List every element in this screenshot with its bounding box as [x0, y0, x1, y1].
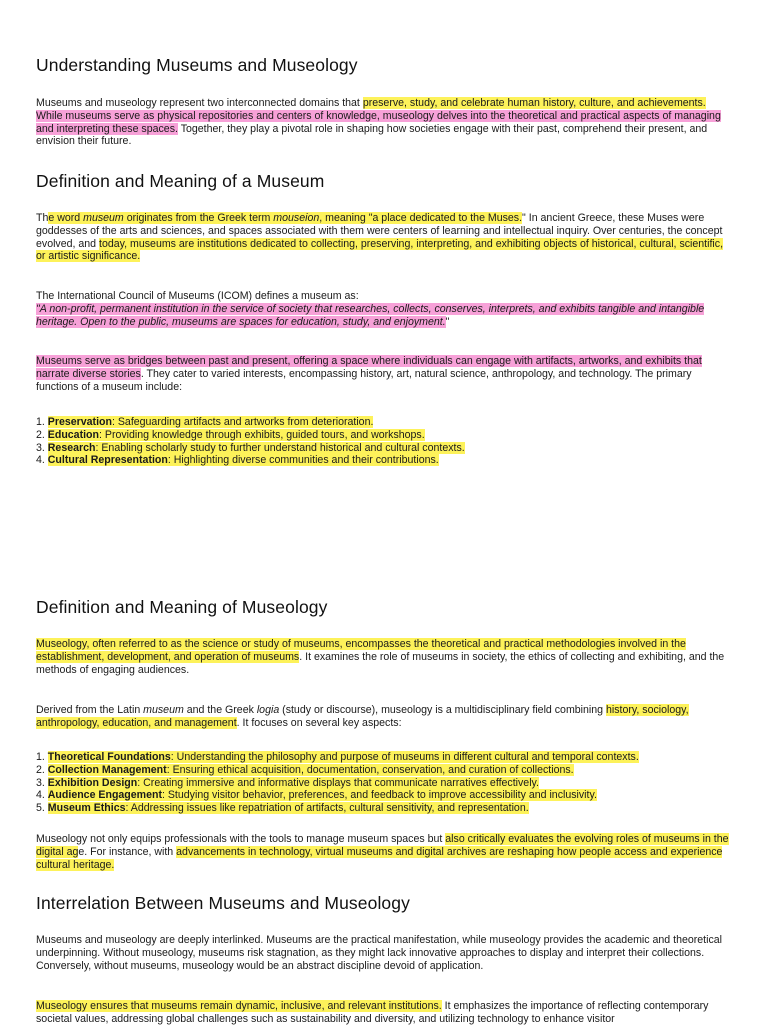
- text-run: Derived from the Latin: [36, 704, 144, 716]
- highlight-pink: Museums serve as bridges between past and present, offering a space where individuals can engage with artifacts, artworks, and exhibits that narrate diverse stories: [36, 355, 702, 380]
- list-term: Museum Ethics: [47, 802, 126, 815]
- text-run: . It examines the role of museums in society, the ethics of collecting and exhibiting, and the methods of engaging audiences.: [36, 650, 725, 676]
- section-heading-understanding: Understanding Museums and Museology: [36, 55, 358, 75]
- text-run: It emphasizes the importance of reflecting contemporary societal values, addressing global challenges such as sustainability and diversity, and utilizing technology to enhance visitor: [36, 1000, 709, 1025]
- list-term: Education: [47, 428, 99, 441]
- text-run: . They cater to varied interests, encompassing history, art, natural science, anthropology, and technology. The primary functions of a museum include:: [36, 367, 692, 393]
- list-item: [36, 802, 732, 815]
- text-run: . It focuses on several key aspects:: [236, 716, 402, 729]
- interrelation-paragraph: Museums and museology are deeply interlinked. Museums are the practical manifestation, while museology provides the academic and theoretical underpinning. Without museology, museums risk stagnation, as they might lack innovative approaches to display and interpret their collections. Conversely, without museums, museology would be an abstract discipline devoid of application.: [36, 934, 723, 972]
- list-desc: : Ensuring ethical acquisition, documentation, conservation, and curation of collections.: [166, 763, 574, 776]
- museology-etymology-paragraph: [36, 704, 732, 730]
- list-term: Collection Management: [47, 763, 167, 776]
- text-run: originates from the Greek term: [123, 212, 274, 224]
- museum-etymology-paragraph: [36, 212, 732, 263]
- list-number: 4.: [36, 454, 48, 467]
- list-desc: : Understanding the philosophy and purpose of museums in different cultural and temporal contexts.: [170, 751, 639, 763]
- list-number: 3.: [36, 441, 48, 454]
- highlight-yellow: [48, 751, 639, 763]
- text-run: e. For instance, with: [78, 845, 177, 858]
- list-item: [36, 416, 732, 429]
- list-desc: : Creating immersive and informative displays that communicate narratives effectively.: [137, 776, 539, 789]
- highlight-yellow: [48, 454, 439, 466]
- list-item: [36, 764, 732, 777]
- highlight-yellow: [48, 777, 539, 789]
- intro-paragraph: [36, 97, 732, 148]
- list-number: 3.: [36, 776, 48, 789]
- text-run: Museology not only equips professionals with the tools to manage museum spaces but: [36, 833, 446, 845]
- museology-aspects-list: [36, 751, 732, 815]
- text-run: " In ancient Greece, these Muses were goddesses of the arts and sciences, and spaces associated with them were centers of learning and intellectual inquiry. Over centuries, the concept evolved, and: [36, 212, 723, 250]
- list-number: 4.: [36, 789, 48, 802]
- highlight-yellow: [48, 416, 374, 428]
- section-heading-interrelation: Interrelation Between Museums and Museology: [36, 893, 410, 913]
- list-term: Exhibition Design: [47, 776, 138, 789]
- highlight-yellow: [48, 429, 425, 441]
- highlight-yellow: [48, 802, 529, 814]
- text-run: Together, they play a pivotal role in shaping how societies engage with their past, comprehend their present, and envision their future.: [36, 122, 708, 148]
- italic-term: museum: [143, 704, 184, 716]
- museology-definition-paragraph: [36, 638, 732, 676]
- highlight-pink: While museums serve as physical repositories and centers of knowledge, museology delves into the theoretical and practical aspects of managing and interpreting these spaces.: [36, 109, 721, 135]
- text-run: e word: [48, 212, 84, 224]
- text-run: (study or discourse), museology is a multidisciplinary field combining: [279, 704, 606, 716]
- highlight-yellow: [48, 442, 465, 454]
- list-term: Cultural Representation: [47, 454, 168, 467]
- list-term: Research: [47, 441, 96, 454]
- section-heading-museology-definition: Definition and Meaning of Museology: [36, 597, 328, 617]
- text-run: , meaning "a place dedicated to the Muses.: [319, 212, 523, 224]
- highlight-yellow: today, museums are institutions dedicated to collecting, preserving, interpreting, and exhibiting objects of historical, cultural, scientific, or artistic significance.: [36, 237, 724, 263]
- list-desc: : Highlighting diverse communities and their contributions.: [167, 454, 439, 467]
- icom-definition-paragraph: [36, 290, 732, 328]
- list-number: 5.: [36, 802, 48, 815]
- museology-digital-paragraph: [36, 833, 732, 871]
- dynamic-institutions-paragraph: [36, 1000, 732, 1026]
- highlight-yellow: [48, 764, 574, 776]
- list-term: Theoretical Foundations: [47, 751, 171, 763]
- list-desc: : Providing knowledge through exhibits, guided tours, and workshops.: [99, 428, 425, 441]
- list-item: [36, 429, 732, 442]
- italic-term: mouseion: [273, 212, 320, 224]
- list-term: Audience Engagement: [47, 789, 162, 802]
- list-desc: : Addressing issues like repatriation of artifacts, cultural sensitivity, and representation.: [125, 802, 529, 815]
- highlight-pink-quote: "A non-profit, permanent institution in the service of society that researches, collects, conserves, interprets, and exhibits tangible and intangible heritage. Open to the public, museums are spaces for education, study, and enjoyment.: [36, 302, 705, 328]
- highlight-yellow: [48, 789, 597, 801]
- highlight-yellow: Museology, often referred to as the science or study of museums, encompasses the theoretical and practical methodologies involved in the establishment, development, and operation of museums: [36, 638, 686, 663]
- list-desc: : Enabling scholarly study to further understand historical and cultural contexts.: [95, 441, 465, 454]
- highlight-yellow: also critically evaluates the evolving roles of museums in the digital ag: [36, 833, 729, 858]
- list-item: [36, 777, 732, 790]
- list-number: 2.: [36, 428, 48, 441]
- italic-term: museum: [83, 212, 124, 224]
- text-run: ": [445, 315, 450, 328]
- highlight-yellow: [48, 212, 522, 224]
- museum-functions-paragraph: [36, 355, 732, 393]
- list-desc: : Safeguarding artifacts and artworks from deterioration.: [111, 416, 374, 428]
- text-run: The International Council of Museums (ICOM) defines a museum as:: [36, 290, 359, 302]
- list-number: 1.: [36, 751, 48, 763]
- text-run: and the Greek: [183, 704, 257, 716]
- list-desc: : Studying visitor behavior, preferences, and feedback to improve accessibility and inclusivity.: [161, 789, 597, 802]
- highlight-yellow: advancements in technology, virtual museums and digital archives are reshaping how people access and experience cultural heritage.: [36, 845, 723, 871]
- italic-term: logia: [256, 704, 280, 716]
- list-item: [36, 789, 732, 802]
- highlight-yellow: history, sociology, anthropology, education, and management: [36, 704, 689, 729]
- list-item: [36, 442, 732, 455]
- list-number: 2.: [36, 763, 48, 776]
- text-run: Th: [36, 212, 49, 224]
- highlight-yellow: preserve, study, and celebrate human history, culture, and achievements.: [362, 97, 706, 109]
- museum-functions-list: [36, 416, 732, 467]
- list-item: [36, 751, 732, 764]
- list-item: [36, 454, 732, 467]
- text-run: Museums and museology represent two interconnected domains that: [36, 97, 363, 109]
- list-term: Preservation: [47, 416, 112, 428]
- highlight-yellow: Museology ensures that museums remain dynamic, inclusive, and relevant institutions.: [36, 1000, 442, 1012]
- section-heading-museum-definition: Definition and Meaning of a Museum: [36, 171, 325, 191]
- list-number: 1.: [36, 416, 48, 428]
